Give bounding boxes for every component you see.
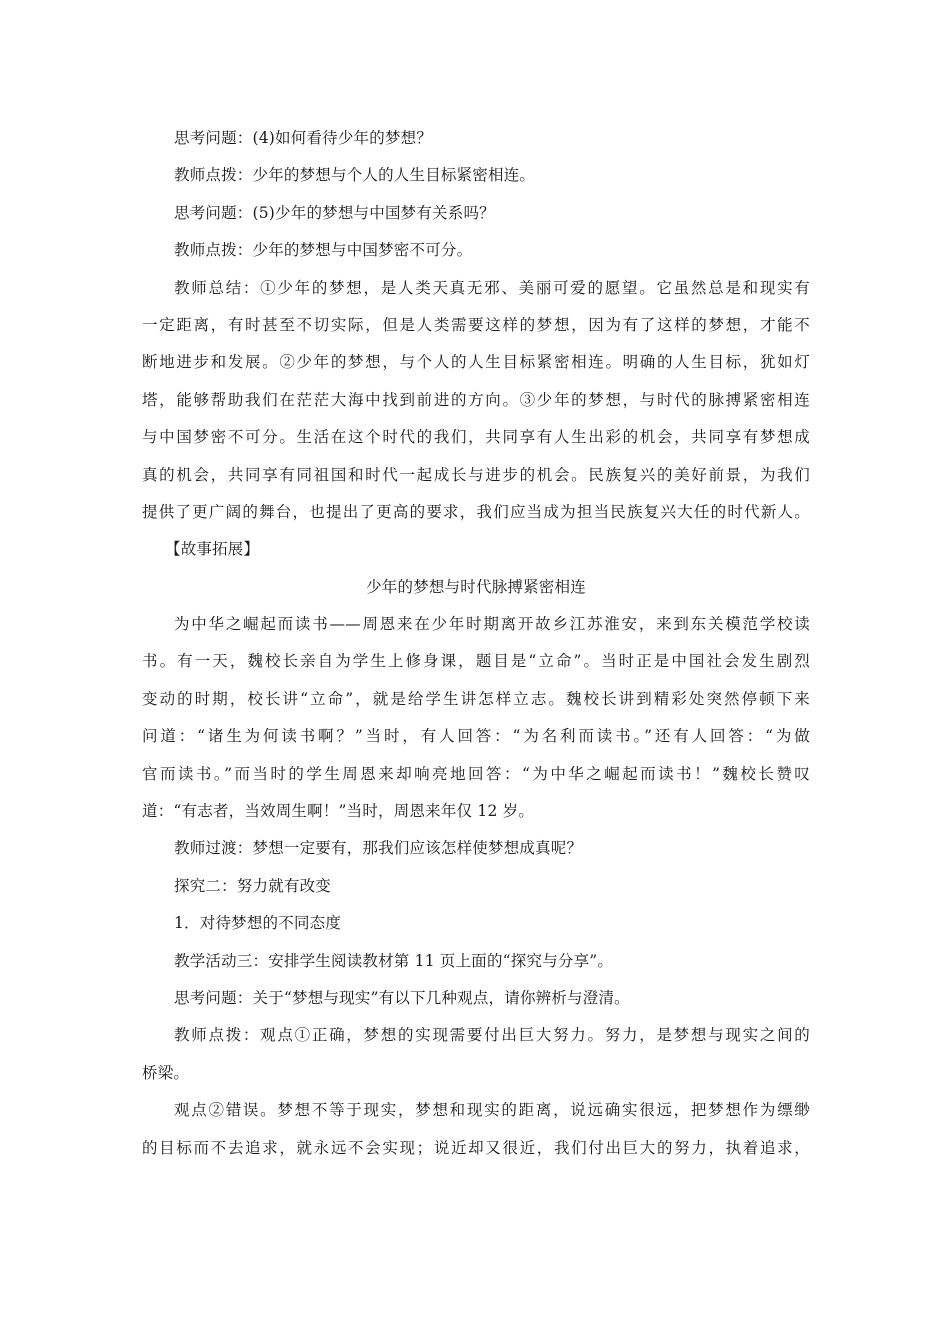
teaching-activity-3: 教学活动三：安排学生阅读教材第 11 页上面的“探究与分享”。 — [174, 951, 614, 970]
story-title: 少年的梦想与时代脉搏紧密相连 — [366, 577, 586, 596]
subsection-heading: 1．对待梦想的不同态度 — [174, 914, 342, 933]
story-paragraph-line: 为中华之崛起而读书——周恩来在少年时期离开故乡江苏淮安，来到东关模范学校读 — [174, 615, 810, 634]
viewpoint-2-line: 观点②错误。梦想不等于现实，梦想和现实的距离，说远确实很远，把梦想作为缥缈 — [174, 1101, 810, 1120]
document-body — [142, 120, 810, 1167]
teacher-summary-line: 提供了更广阔的舞台，也提出了更高的要求，我们应当成为担当民族复兴大任的时代新人。 — [142, 502, 810, 521]
story-paragraph-line: 书。有一天，魏校长亲自为学生上修身课，题目是“立命”。当时正是中国社会发生剧烈 — [142, 652, 810, 671]
question-4: 思考问题：(4)如何看待少年的梦想？ — [174, 129, 433, 147]
teacher-summary-line: 教师总结：①少年的梦想，是人类天真无邪、美丽可爱的愿望。它虽然总是和现实有 — [174, 278, 810, 297]
teacher-hint-5: 教师点拨：少年的梦想与中国梦密不可分。 — [174, 241, 473, 260]
teacher-hint-line: 桥梁。 — [142, 1063, 190, 1082]
inquiry-two-heading: 探究二：努力就有改变 — [174, 876, 332, 895]
story-paragraph-line: 变动的时期，校长讲“立命”，就是给学生讲怎样立志。魏校长讲到精彩处突然停顿下来 — [142, 689, 810, 708]
teacher-summary-line: 与中国梦密不可分。生活在这个时代的我们，共同享有人生出彩的机会，共同享有梦想成 — [142, 428, 810, 447]
teacher-summary-line: 真的机会，共同享有同祖国和时代一起成长与进步的机会。民族复兴的美好前景，为我们 — [142, 465, 810, 484]
story-paragraph-line: 问道：“诸生为何读书啊？”当时，有人回答：“为名利而读书。”还有人回答：“为做 — [142, 727, 810, 746]
story-paragraph-line: 道：“有志者，当效周生啊！”当时，周恩来年仅 12 岁。 — [142, 802, 535, 821]
question-5: 思考问题：(5)少年的梦想与中国梦有关系吗？ — [174, 203, 495, 222]
teacher-summary-line: 一定距离，有时甚至不切实际，但是人类需要这样的梦想，因为有了这样的梦想，才能不 — [142, 315, 810, 334]
teacher-transition: 教师过渡：梦想一定要有，那我们应该怎样使梦想成真呢？ — [174, 839, 583, 858]
teacher-hint-line: 教师点拨：观点①正确，梦想的实现需要付出巨大努力。努力，是梦想与现实之间的 — [174, 1026, 810, 1045]
viewpoint-2-line: 的目标而不去追求，就永远不会实现；说近却又很近，我们付出巨大的努力，执着追求， — [142, 1138, 810, 1157]
section-heading-story: 【故事拓展】 — [165, 540, 260, 559]
teacher-summary-line: 断地进步和发展。②少年的梦想，与个人的人生目标紧密相连。明确的人生目标，犹如灯 — [142, 353, 810, 372]
question-dream-reality: 思考问题：关于“梦想与现实”有以下几种观点，请你辨析与澄清。 — [174, 988, 630, 1007]
teacher-hint-4: 教师点拨：少年的梦想与个人的人生目标紧密相连。 — [174, 166, 536, 185]
story-paragraph-line: 官而读书。”而当时的学生周恩来却响亮地回答：“为中华之崛起而读书！”魏校长赞叹 — [142, 764, 810, 783]
teacher-summary-line: 塔，能够帮助我们在茫茫大海中找到前进的方向。③少年的梦想，与时代的脉搏紧密相连 — [142, 390, 810, 409]
